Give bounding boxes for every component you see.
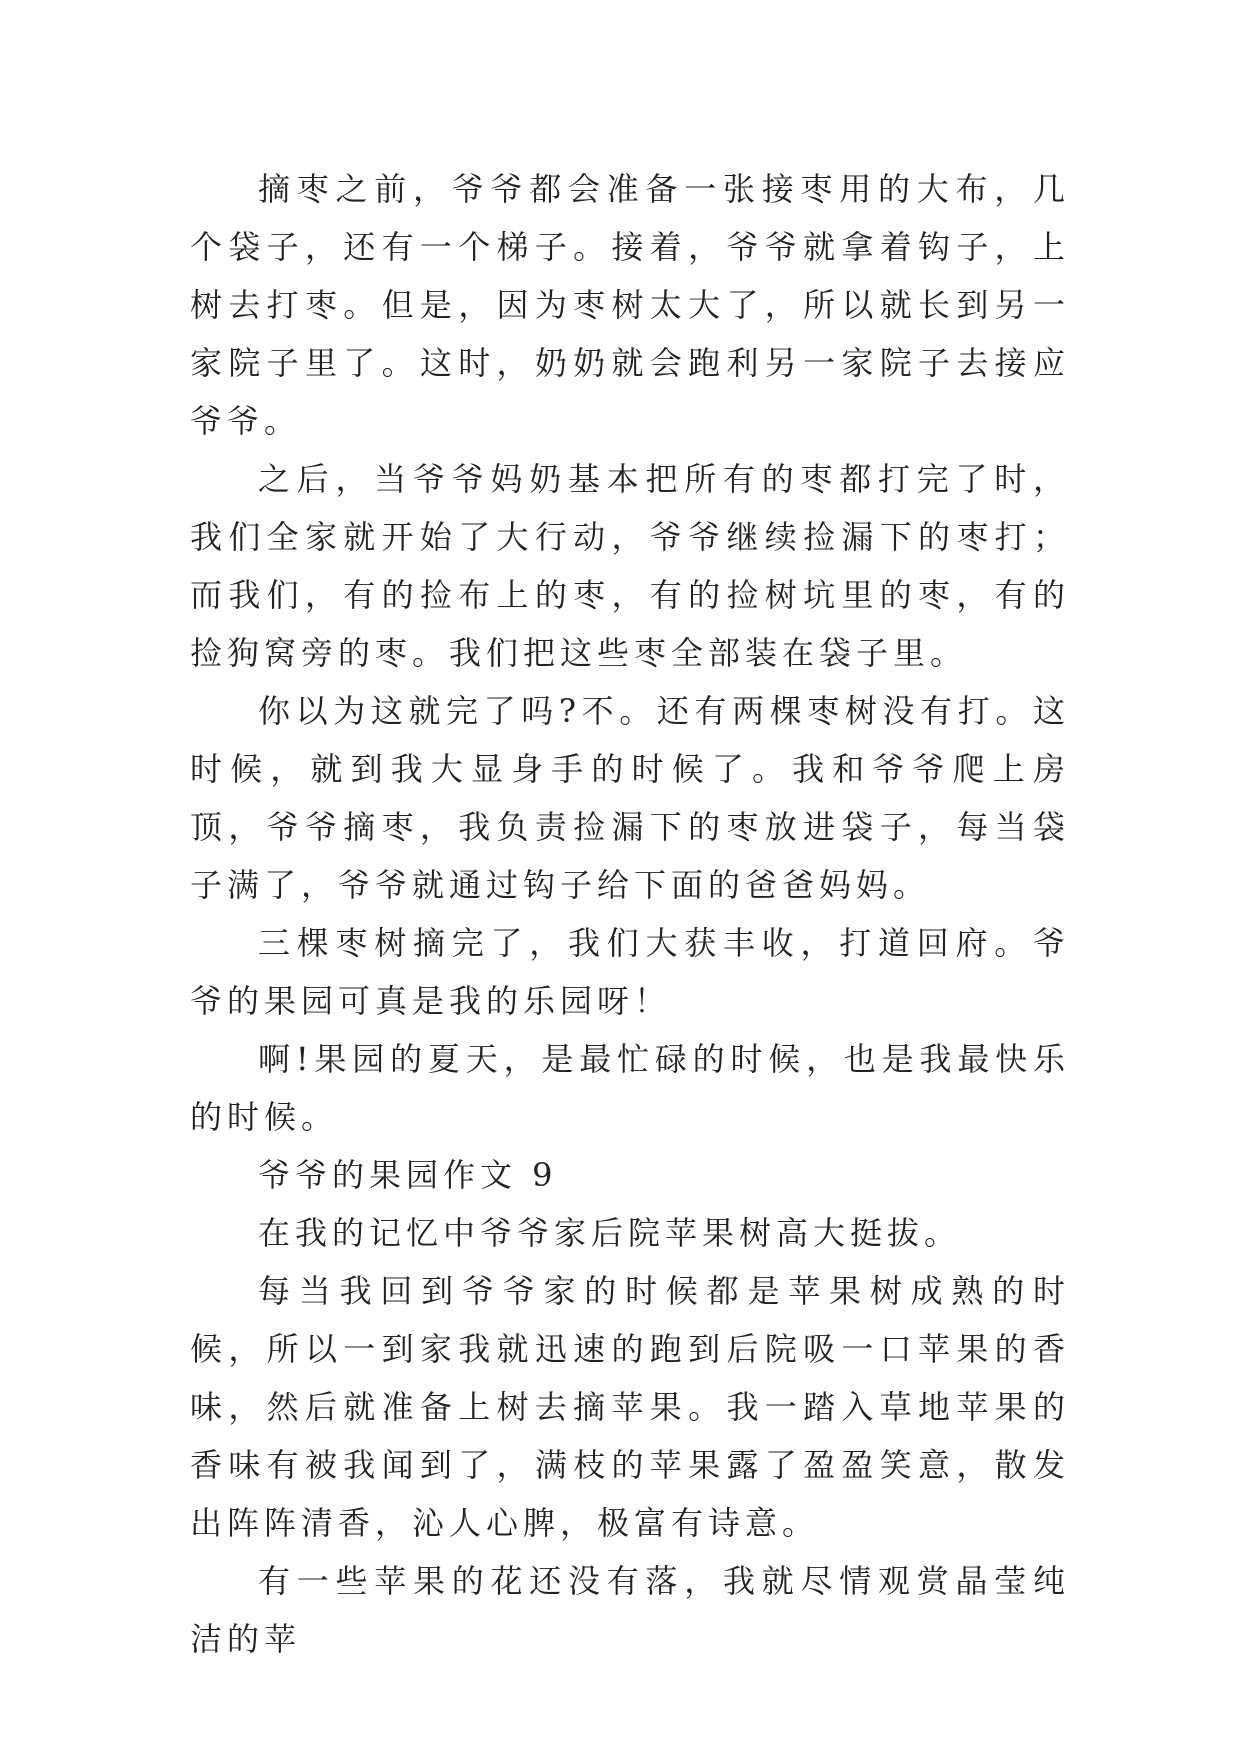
paragraph-3: 你以为这就完了吗?不。还有两棵枣树没有打。这时候，就到我大显身手的时候了。我和爷爷爬上房顶，爷爷摘枣，我负责捡漏下的枣放进袋子，每当袋子满了，爷爷就通过钩子给下面的爸爸妈妈。: [190, 692, 1070, 904]
paragraph-1: 摘枣之前，爷爷都会准备一张接枣用的大布，几个袋子，还有一个梯子。接着，爷爷就拿着钩子，上树去打枣。但是，因为枣树太大了，所以就长到另一家院子里了。这时，奶奶就会跑利另一家院子去接应爷爷。: [190, 170, 1070, 440]
paragraph-4: 三棵枣树摘完了，我们大获丰收，打道回府。爷爷的果园可真是我的乐园呀！: [190, 924, 1070, 1020]
paragraph-8: 有一些苹果的花还没有落，我就尽情观赏晶莹纯洁的苹: [190, 1562, 1070, 1658]
paragraph-6: 在我的记忆中爷爷家后院苹果树高大挺拔。: [258, 1214, 962, 1252]
paragraph-5: 啊!果园的夏天，是最忙碌的时候，也是我最快乐的时候。: [190, 1040, 1070, 1136]
paragraph-2: 之后，当爷爷妈奶基本把所有的枣都打完了时，我们全家就开始了大行动，爷爷继续捡漏下的枣打；而我们，有的捡布上的枣，有的捡树坑里的枣，有的捡狗窝旁的枣。我们把这些枣全部装在袋子里。: [190, 460, 1070, 672]
paragraph-7: 每当我回到爷爷家的时候都是苹果树成熟的时候，所以一到家我就迅速的跑到后院吸一口苹果的香味，然后就准备上树去摘苹果。我一踏入草地苹果的香味有被我闻到了，满枝的苹果露了盈盈笑意，散发出阵阵清香，沁人心脾，极富有诗意。: [190, 1272, 1070, 1542]
document-body: [190, 160, 1070, 1668]
section-title: 爷爷的果园作文 9: [258, 1156, 558, 1194]
